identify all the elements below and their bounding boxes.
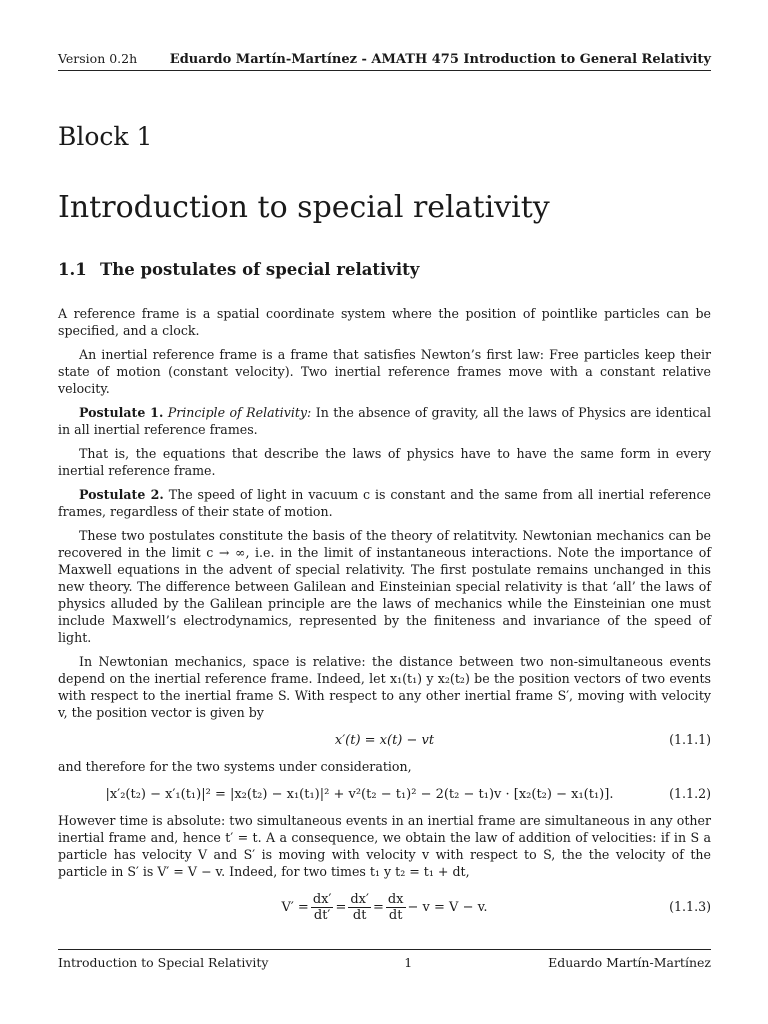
equation-1-1-1 <box>58 728 711 752</box>
block-label: Block 1 <box>58 122 153 151</box>
section-heading <box>58 260 419 279</box>
header-title: Eduardo Martín-Martínez - AMATH 475 Introduction to General Relativity <box>169 52 711 67</box>
paragraph-two-systems: and therefore for the two systems under consideration, <box>58 759 412 774</box>
equals-sign: = <box>372 899 384 915</box>
fraction-dx-dt <box>386 892 406 923</box>
version-label: Version 0.2h <box>58 51 138 66</box>
equals-sign: = <box>335 899 347 915</box>
equation-1-1-3-lhs: V′ = <box>281 899 309 915</box>
fraction-numerator: dx′ <box>350 891 369 907</box>
equation-1-1-2 <box>58 782 711 806</box>
equation-1-1-2-number: (1.1.2) <box>669 786 711 801</box>
fraction-denominator: dt′ <box>313 907 331 923</box>
paragraph-newtonian-space: In Newtonian mechanics, space is relative: the distance between two non-simultaneous events depend on the inertial reference frame. Indeed, let x₁(t₁) y x₂(t₂) be the position vectors of two events with respect to the inertial frame S. With respect to any other inertial frame S′, moving with velocity v, the position vector is given by <box>58 654 711 720</box>
equation-1-1-3 <box>58 887 711 927</box>
equation-1-1-2-body: |x′₂(t₂) − x′₁(t₁)|² = |x₂(t₂) − x₁(t₁)|² + v²(t₂ − t₁)² − 2(t₂ − t₁)v · [x₂(t₂) − x₁(t₁)]. <box>105 786 614 802</box>
chapter-title: Introduction to special relativity <box>58 190 550 225</box>
postulate-1 <box>58 404 711 438</box>
postulate-1-label: Postulate 1. <box>79 405 164 420</box>
running-header <box>58 51 711 71</box>
fraction-numerator: dx′ <box>312 891 332 907</box>
page-number: 1 <box>404 955 413 970</box>
footer-right: Eduardo Martín-Martínez <box>548 955 711 970</box>
fraction-dx-prime-dt <box>348 892 371 923</box>
section-number: 1.1 <box>58 260 87 279</box>
paragraph-postulates-basis: These two postulates constitute the basis of the theory of relatitvity. Newtonian mechanics can be recovered in the limit c → ∞, i.e. in the limit of instantaneous interactions. Note the importance of Maxwell equations in the advent of special relativity. The first postulate remains unchanged in this new theory. The difference between Galilean and Einsteinian special relativity is that ‘all’ the laws of physics alluded by the Galilean principle are the laws of mechanics while the Einsteinian one must include Maxwell’s electrodynamics, represented by the finiteness and invariance of the speed of light. <box>58 528 711 645</box>
postulate-2 <box>58 486 711 520</box>
paragraph-reference-frame: A reference frame is a spatial coordinate system where the position of pointlike particles can be specified, and a clock. <box>58 306 711 338</box>
equation-1-1-1-number: (1.1.1) <box>669 732 711 747</box>
equation-1-1-3-rhs: − v = V − v. <box>407 899 488 915</box>
postulate-2-label: Postulate 2. <box>79 487 164 502</box>
fraction-numerator: dx <box>387 891 404 907</box>
postulate-1-text: In the absence of gravity, all the laws of Physics are identical in all inertial reference frames. <box>58 405 711 437</box>
body-text <box>58 305 711 933</box>
paragraph-absolute-time: However time is absolute: two simultaneous events in an inertial frame are simultaneous in any other inertial frame and, hence t′ = t. A a consequence, we obtain the law of addition of velocities: if in S a particle has velocity V and S′ is moving with velocity v with respect to S, the the velocity of the particle in S′ is V′ = V − v. Indeed, for two times t₁ y t₂ = t₁ + dt, <box>58 813 711 879</box>
equation-1-1-1-body: x′(t) = x(t) − vt <box>334 732 435 748</box>
page-footer <box>58 949 711 970</box>
equation-1-1-3-number: (1.1.3) <box>669 899 711 914</box>
fraction-dx-prime-dt-prime <box>311 892 334 923</box>
postulate-2-text: The speed of light in vacuum c is constant and the same from all inertial reference frames, regardless of their state of motion. <box>58 487 711 519</box>
fraction-denominator: dt <box>352 907 367 923</box>
postulate-1-name: Principle of Relativity: <box>167 405 312 420</box>
fraction-denominator: dt <box>388 907 403 923</box>
paragraph-same-form: That is, the equations that describe the laws of physics have to have the same form in every inertial reference frame. <box>58 446 711 478</box>
paragraph-inertial-frame: An inertial reference frame is a frame that satisfies Newton’s first law: Free particles keep their state of motion (constant velocity). Two inertial reference frames move with a constant relative velocity. <box>58 347 711 396</box>
section-title: The postulates of special relativity <box>100 260 420 279</box>
footer-left: Introduction to Special Relativity <box>58 955 269 970</box>
